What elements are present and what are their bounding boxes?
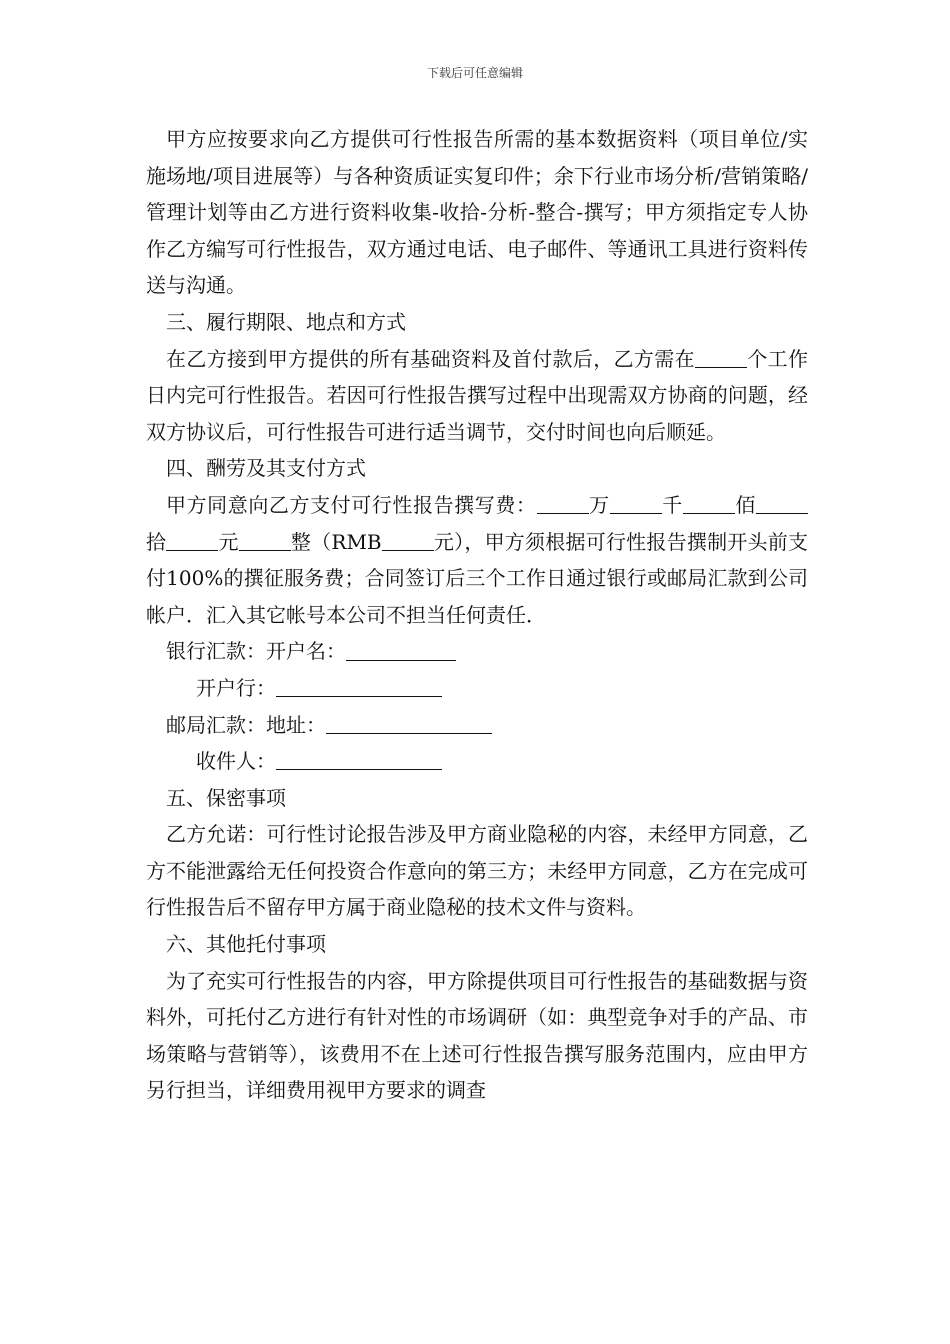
blank-rmb[interactable]: [382, 529, 434, 551]
days-blank[interactable]: [695, 346, 747, 368]
section-heading-6: 六、其他托付事项: [166, 932, 326, 957]
bank-account-name-label: 银行汇款：开户名：: [166, 639, 346, 664]
paragraph-materials: 甲方应按要求向乙方提供可行性报告所需的基本数据资料（项目单位/实施场地/项目进展等）与各种资质证实复印件；余下行业市场分析/营销策略/管理计划等由乙方进行资料收集-收拾-分析-整合-撰写；甲方须指定专人协作乙方编写可行性报告，双方通过电话、电子邮件、等通讯工具进行资料传送与沟通。: [146, 127, 808, 298]
post-recipient-blank[interactable]: [276, 748, 442, 770]
paragraph-payment: [146, 487, 808, 633]
bank-branch-blank[interactable]: [276, 675, 442, 697]
post-transfer-line: [146, 707, 808, 744]
section-heading-5: 五、保密事项: [166, 785, 286, 810]
bank-branch-line: [146, 670, 808, 707]
unit-zheng-rmb: 整（RMB: [290, 529, 382, 554]
payment-terms: 元），甲方须根据可行性报告撰制开头前支付100%的撰征服务费；合同签订后三个工作日通过银行或邮局汇款到公司帐户．汇入其它帐号本公司不担当任何责任．: [146, 529, 809, 627]
blank-bai[interactable]: [683, 492, 735, 514]
blank-shi[interactable]: [756, 492, 808, 514]
section-heading-3: 三、履行期限、地点和方式: [166, 309, 406, 334]
unit-yuan: 元: [218, 529, 239, 554]
bank-transfer-line: [146, 633, 808, 670]
unit-bai: 佰: [734, 492, 757, 517]
payment-intro: 甲方同意向乙方支付可行性报告撰写费：: [166, 492, 537, 517]
term-text-a: 在乙方接到甲方提供的所有基础资料及首付款后，乙方需在: [166, 346, 695, 371]
unit-shi: 拾: [146, 529, 167, 554]
unit-wan: 万: [588, 492, 610, 517]
paragraph-term: [146, 341, 808, 451]
page-header: 下载后可任意编辑: [426, 66, 523, 80]
blank-yuan[interactable]: [166, 529, 218, 551]
post-address-blank[interactable]: [326, 712, 492, 734]
term-text-b: 个工作日内完可行性报告。若因可行性报告撰写过程中出现需双方协商的问题，经双方协议后，可行性报告可进行适当调节，交付时间也向后顺延。: [146, 346, 809, 444]
paragraph-confidentiality: 乙方允诺：可行性讨论报告涉及甲方商业隐秘的内容，未经甲方同意，乙方不能泄露给无任何投资合作意向的第三方；未经甲方同意，乙方在完成可行性报告后不留存甲方属于商业隐秘的技术文件与资料。: [146, 822, 808, 920]
blank-wan[interactable]: [537, 492, 589, 514]
unit-qian: 千: [661, 492, 683, 517]
post-address-label: 邮局汇款：地址：: [166, 712, 326, 737]
blank-qian[interactable]: [610, 492, 662, 514]
post-recipient-label: 收件人：: [196, 749, 276, 774]
bank-account-name-blank[interactable]: [346, 639, 456, 661]
bank-branch-label: 开户行：: [196, 675, 276, 700]
paragraph-other: 为了充实可行性报告的内容，甲方除提供项目可行性报告的基础数据与资料外，可托付乙方进行有针对性的市场调研（如：典型竞争对手的产品、市场策略与营销等），该费用不在上述可行性报告撰写服务范围内，应由甲方另行担当，详细费用视甲方要求的调查: [146, 968, 808, 1103]
section-heading-4: 四、酬劳及其支付方式: [166, 456, 366, 481]
document-body: [146, 121, 808, 1109]
blank-zheng[interactable]: [239, 529, 291, 551]
post-recipient-line: [146, 743, 808, 780]
